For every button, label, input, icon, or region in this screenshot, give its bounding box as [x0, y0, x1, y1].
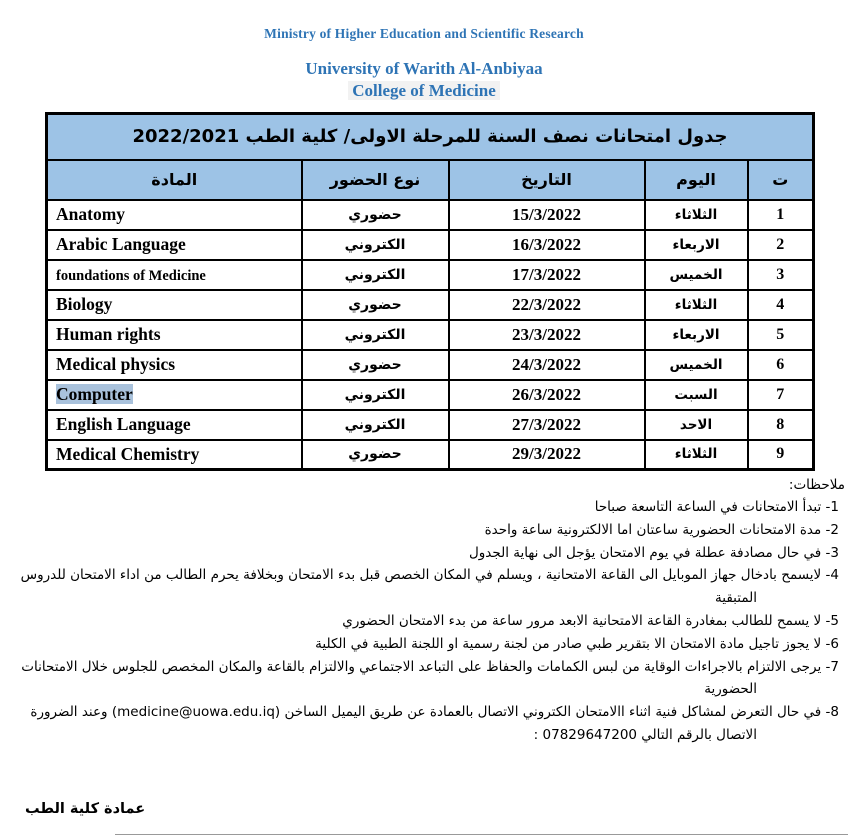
cell-day: الخميس [645, 350, 748, 380]
subject-text: Human rights [56, 324, 161, 344]
cell-day: الثلاثاء [645, 290, 748, 320]
subject-text: Arabic Language [56, 234, 186, 254]
college-title-text: College of Medicine [348, 81, 500, 100]
ministry-title: Ministry of Higher Education and Scientific Research [264, 26, 584, 41]
table-row [47, 350, 814, 380]
cell-date: 23/3/2022 [449, 320, 645, 350]
cell-num: 2 [748, 230, 814, 260]
cell-num: 3 [748, 260, 814, 290]
table-title-row [47, 114, 814, 160]
subject-text: Computer [56, 384, 133, 404]
cell-attendance: حضوري [302, 200, 449, 230]
cell-num: 9 [748, 440, 814, 470]
cell-date: 22/3/2022 [449, 290, 645, 320]
university-title: University of Warith Al-Anbiyaa [305, 59, 543, 78]
table-row [47, 200, 814, 230]
note-item: 4- لايسمح بادخال جهاز الموبايل الى القاعة الامتحانية ، ويسلم في المكان الخصص قبل بدء الامتحان وبخلافة يحرم الطالب من اداء الامتحان للدروس المتبقية [20, 567, 839, 607]
table-row [47, 260, 814, 290]
cell-num: 6 [748, 350, 814, 380]
notes-list [0, 496, 845, 747]
table-row [47, 410, 814, 440]
subject-text: Anatomy [56, 204, 126, 224]
cell-day: الاحد [645, 410, 748, 440]
college-title [0, 81, 848, 101]
document-header [0, 0, 848, 101]
note-item: 5- لا يسمح للطالب بمغادرة القاعة الامتحانية الابعد مرور ساعة من بدء الامتحان الحضوري [342, 612, 839, 629]
note-item: 8- في حال التعرض لمشاكل فنية اثناء االامتحان الكتروني الاتصال بالعمادة عن طريق اليميل الساخن (medicine@uowa.edu.iq) وعند الضرورة الاتصال بالرقم التالي 07829647200 : [30, 704, 839, 743]
cell-attendance: الكتروني [302, 230, 449, 260]
table-title: جدول امتحانات نصف السنة للمرحلة الاولى/ كلية الطب 2022/2021 [47, 114, 814, 160]
dean-signature: عمادة كلية الطب [25, 801, 146, 817]
cell-num: 4 [748, 290, 814, 320]
column-header-subject: المادة [47, 160, 302, 200]
cell-subject [47, 410, 302, 440]
cell-attendance: حضوري [302, 350, 449, 380]
cell-date: 24/3/2022 [449, 350, 645, 380]
cell-date: 16/3/2022 [449, 230, 645, 260]
cell-day: الاربعاء [645, 230, 748, 260]
cell-num: 7 [748, 380, 814, 410]
note-item: 1- تبدأ الامتحانات في الساعة التاسعة صباحا [594, 499, 839, 515]
note-item: 6- لا يجوز تاجيل مادة الامتحان الا بتقرير طبي صادر من لجنة رسمية او اللجنة الطبية في الكلية [315, 635, 839, 652]
table-row [47, 290, 814, 320]
column-header-day: اليوم [645, 160, 748, 200]
cell-date: 29/3/2022 [449, 440, 645, 470]
note-item: 7- يرجى الالتزام بالاجراءات الوقاية من لبس الكمامات والحفاظ على التباعد الاجتماعي والالتزام بالقاعة والمكان المخصص للجلوس خلال الامتحانات الحضورية [21, 658, 839, 698]
cell-num: 5 [748, 320, 814, 350]
table-row [47, 320, 814, 350]
cell-subject [47, 440, 302, 470]
cell-date: 26/3/2022 [449, 380, 645, 410]
cell-date: 17/3/2022 [449, 260, 645, 290]
cell-day: الخميس [645, 260, 748, 290]
note-item: 3- في حال مصادفة عطلة في يوم الامتحان يؤجل الى نهاية الجدول [468, 544, 839, 561]
subject-text: foundations of Medicine [56, 268, 206, 284]
cell-day: الثلاثاء [645, 440, 748, 470]
cell-date: 27/3/2022 [449, 410, 645, 440]
table-row [47, 230, 814, 260]
cell-day: الثلاثاء [645, 200, 748, 230]
cell-subject [47, 200, 302, 230]
column-header-num: ت [748, 160, 814, 200]
cell-attendance: الكتروني [302, 260, 449, 290]
cell-num: 8 [748, 410, 814, 440]
table-row [47, 380, 814, 410]
subject-text: English Language [56, 414, 191, 434]
exam-table-body [47, 200, 814, 470]
cell-attendance: حضوري [302, 440, 449, 470]
subject-text: Medical physics [56, 354, 176, 374]
column-header-attendance: نوع الحضور [302, 160, 449, 200]
subject-text: Biology [56, 294, 113, 314]
cell-attendance: حضوري [302, 290, 449, 320]
cell-subject [47, 260, 302, 290]
subject-text: Medical Chemistry [56, 443, 200, 464]
table-header-row [47, 160, 814, 200]
notes-heading: ملاحظات: [788, 477, 845, 493]
table-row [47, 440, 814, 470]
cell-attendance: الكتروني [302, 410, 449, 440]
exam-schedule-table [45, 112, 815, 471]
bottom-divider [115, 834, 848, 835]
cell-date: 15/3/2022 [449, 200, 645, 230]
cell-subject [47, 290, 302, 320]
cell-attendance: الكتروني [302, 380, 449, 410]
cell-day: السبت [645, 380, 748, 410]
notes-section [0, 471, 848, 747]
cell-subject [47, 350, 302, 380]
cell-subject [47, 380, 302, 410]
cell-attendance: الكتروني [302, 320, 449, 350]
note-item: 2- مدة الامتحانات الحضورية ساعتان اما الالكترونية ساعة واحدة [484, 521, 839, 538]
column-header-date: التاريخ [449, 160, 645, 200]
cell-num: 1 [748, 200, 814, 230]
cell-subject [47, 320, 302, 350]
cell-day: الاربعاء [645, 320, 748, 350]
cell-subject [47, 230, 302, 260]
